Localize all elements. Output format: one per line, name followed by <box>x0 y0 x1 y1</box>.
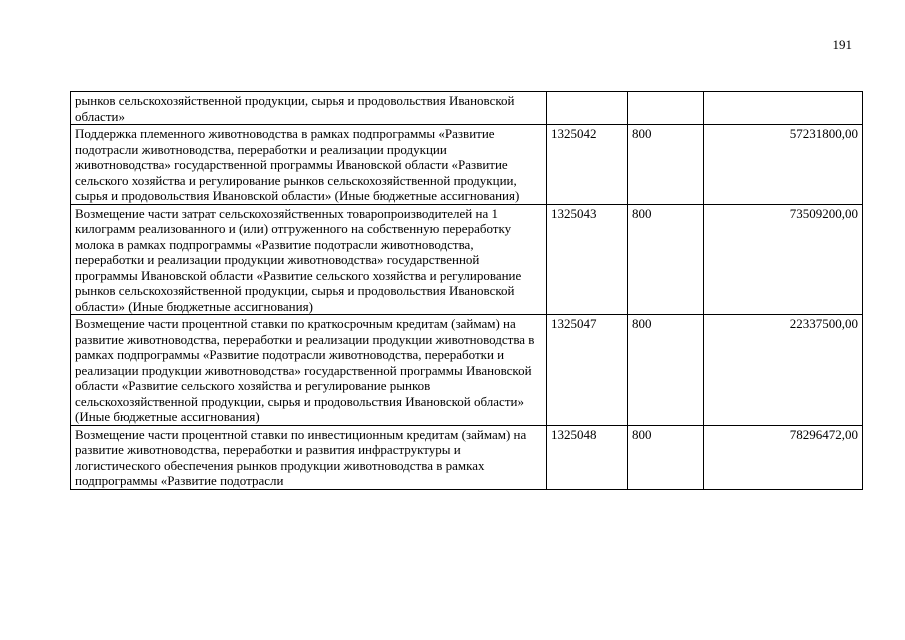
row-expense-type: 800 <box>628 425 704 489</box>
row-description: Возмещение части затрат сельскохозяйственных товаропроизводителей на 1 килограмм реализованного и (или) отгруженного на собственную переработку молока в рамках подпрограммы «Развитие подотрасли животноводства, переработки и реализации продукции животноводства» государственной программы Ивановской области «Развитие сельского хозяйства и регулирование рынков сельскохозяйственной продукции, сырья и продовольствия Ивановской области» (Иные бюджетные ассигнования) <box>71 204 547 315</box>
row-expense-type: 800 <box>628 315 704 426</box>
row-expense-type <box>628 92 704 125</box>
row-description: рынков сельскохозяйственной продукции, сырья и продовольствия Ивановской области» <box>71 92 547 125</box>
row-description: Возмещение части процентной ставки по инвестиционным кредитам (займам) на развитие животноводства, переработки и развития инфраструктуры и логистического обеспечения рынков продукции животноводства в рамках подпрограммы «Развитие подотрасли <box>71 425 547 489</box>
table-row <box>71 92 863 125</box>
row-description: Поддержка племенного животноводства в рамках подпрограммы «Развитие подотрасли животноводства, переработки и реализации продукции животноводства» государственной программы Ивановской области «Развитие сельского хозяйства и регулирование рынков сельскохозяйственной продукции, сырья и продовольствия Ивановской области» (Иные бюджетные ассигнования) <box>71 125 547 205</box>
table-row <box>71 315 863 426</box>
row-amount: 57231800,00 <box>704 125 863 205</box>
row-target-code: 1325047 <box>547 315 628 426</box>
row-target-code: 1325042 <box>547 125 628 205</box>
row-description: Возмещение части процентной ставки по краткосрочным кредитам (займам) на развитие животноводства, переработки и реализации продукции животноводства в рамках подпрограммы «Развитие подотрасли животноводства, переработки и реализации продукции животноводства» государственной программы Ивановской области «Развитие сельского хозяйства и регулирование рынков сельскохозяйственной продукции, сырья и продовольствия Ивановской области» (Иные бюджетные ассигнования) <box>71 315 547 426</box>
row-amount: 73509200,00 <box>704 204 863 315</box>
row-target-code: 1325043 <box>547 204 628 315</box>
row-target-code: 1325048 <box>547 425 628 489</box>
table-row <box>71 204 863 315</box>
row-amount: 78296472,00 <box>704 425 863 489</box>
row-expense-type: 800 <box>628 125 704 205</box>
row-target-code <box>547 92 628 125</box>
row-expense-type: 800 <box>628 204 704 315</box>
row-amount: 22337500,00 <box>704 315 863 426</box>
budget-table <box>70 91 863 490</box>
page-number: 191 <box>832 37 852 52</box>
table-row <box>71 125 863 205</box>
table-row <box>71 425 863 489</box>
row-amount <box>704 92 863 125</box>
